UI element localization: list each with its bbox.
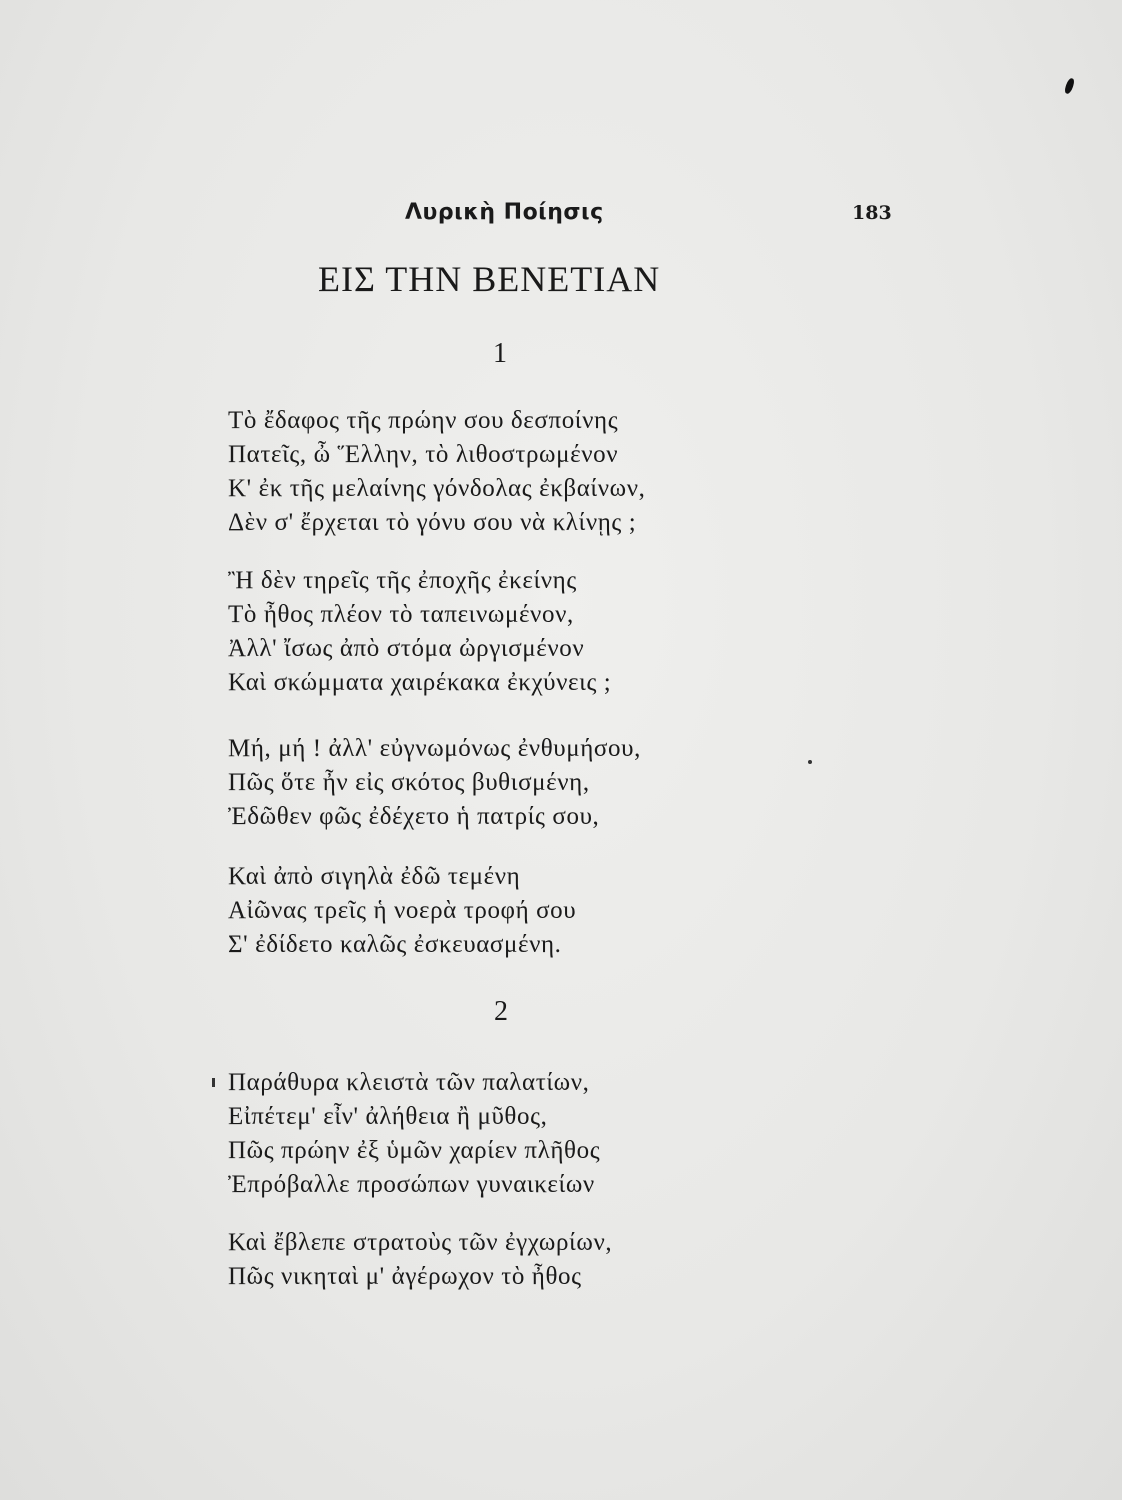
stanza-2-2: [228, 1226, 612, 1294]
verse-line: Αἰῶνας τρεῖς ἡ νοερὰ τροφή σου: [228, 897, 577, 924]
running-title: Λυρικὴ Ποίησις: [405, 200, 604, 225]
stanza-1-2: [228, 564, 611, 700]
verse-line: Ἀλλ' ἴσως ἀπὸ στόμα ὠργισμένον: [228, 635, 585, 662]
verse-line: Καὶ σκώμματα χαιρέκακα ἐκχύνεις ;: [228, 669, 612, 696]
verse-line: Κ' ἐκ τῆς μελαίνης γόνδολας ἐκβαίνων,: [228, 475, 646, 502]
poem-title: ΕΙΣ ΤΗΝ ΒΕΝΕΤΙΑΝ: [318, 259, 661, 299]
verse-line: Ἐπρόβαλλε προσώπων γυναικείων: [228, 1171, 595, 1198]
verse-line: Παράθυρα κλειστὰ τῶν παλατίων,: [228, 1069, 590, 1096]
section-number-2: 2: [494, 996, 508, 1027]
ink-speck: [1064, 77, 1076, 94]
page-number: 183: [852, 202, 892, 224]
verse-line: Εἰπέτεμ' εἶν' ἀλήθεια ἢ μῦθος,: [228, 1103, 548, 1130]
stanza-2-1: [228, 1066, 600, 1202]
verse-line: Καὶ ἔβλεπε στρατοὺς τῶν ἐγχωρίων,: [228, 1229, 613, 1256]
ink-speck: [808, 760, 812, 764]
verse-line: Σ' ἐδίδετο καλῶς ἐσκευασμένη.: [228, 931, 562, 958]
verse-line: Ἢ δὲν τηρεῖς τῆς ἐποχῆς ἐκείνης: [228, 567, 577, 594]
verse-line: Καὶ ἀπὸ σιγηλὰ ἐδῶ τεμένη: [228, 863, 521, 890]
verse-line: Τὸ ἦθος πλέον τὸ ταπεινωμένον,: [228, 601, 574, 628]
verse-line: Πῶς ὅτε ἦν εἰς σκότος βυθισμένη,: [228, 769, 590, 796]
ink-speck: [212, 1078, 215, 1087]
stanza-1-3: [228, 732, 641, 834]
verse-line: Πατεῖς, ὦ Ἕλλην, τὸ λιθοστρωμένον: [228, 441, 619, 468]
verse-line: Δὲν σ' ἔρχεται τὸ γόνυ σου νὰ κλίνῃς ;: [228, 509, 637, 536]
verse-line: Πῶς νικηταὶ μ' ἀγέρωχον τὸ ἦθος: [228, 1263, 582, 1290]
stanza-1-4: [228, 860, 576, 962]
verse-line: Μή, μή ! ἀλλ' εὐγνωμόνως ἐνθυμήσου,: [228, 735, 641, 762]
verse-line: Ἐδῶθεν φῶς ἐδέχετο ἡ πατρίς σου,: [228, 803, 600, 830]
verse-line: Τὸ ἔδαφος τῆς πρώην σου δεσποίνης: [228, 407, 619, 434]
verse-line: Πῶς πρώην ἐξ ὑμῶν χαρίεν πλῆθος: [228, 1137, 601, 1164]
section-number-1: 1: [493, 338, 507, 369]
stanza-1-1: [228, 404, 645, 540]
